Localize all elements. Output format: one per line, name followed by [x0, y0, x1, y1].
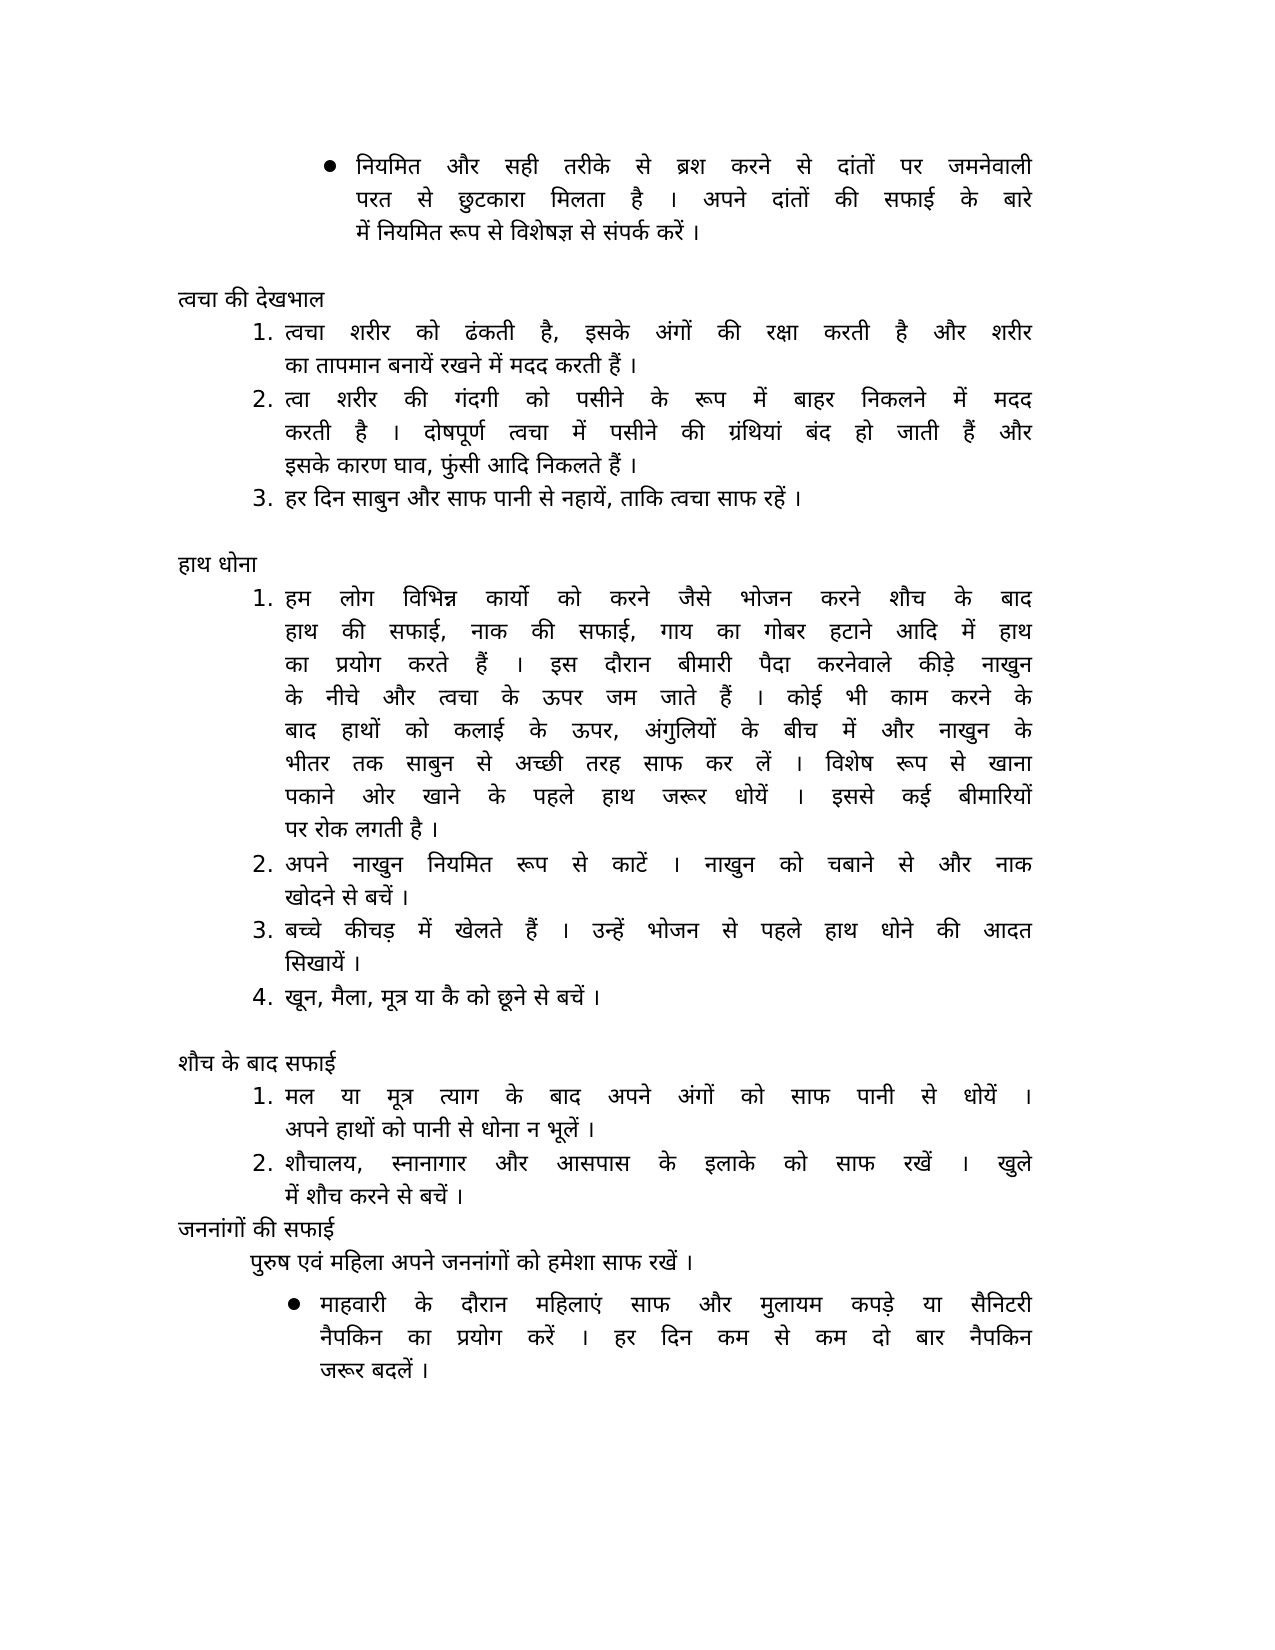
- list-item-line: का प्रयोग करते हैं । इस दौरान बीमारी पैदा करनेवाले कीड़े नाखुन: [285, 652, 1032, 678]
- section-paragraph: पुरुष एवं महिला अपने जननांगों को हमेशा साफ रखें ।: [250, 1250, 694, 1276]
- list-item-line: त्वचा शरीर को ढंकती है, इसके अंगों की रक्षा करती है और शरीर: [285, 320, 1032, 346]
- intro-bullet-line: परत से छुटकारा मिलता है । अपने दांतों की सफाई के बारे: [356, 187, 1032, 213]
- list-item-line: करती है । दोषपूर्ण त्वचा में पसीने की ग्रंथियां बंद हो जाती हैं और: [285, 420, 1032, 446]
- list-item-line: हाथ की सफाई, नाक की सफाई, गाय का गोबर हटाने आदि में हाथ: [285, 619, 1032, 645]
- list-item-line: बच्चे कीचड़ में खेलते हैं । उन्हें भोजन से पहले हाथ धोने की आदत: [285, 918, 1032, 944]
- list-item-line: सिखायें ।: [285, 951, 361, 977]
- section-heading: हाथ धोना: [178, 552, 258, 578]
- section-heading: त्वचा की देखभाल: [178, 287, 325, 313]
- list-item-line: खून, मैला, मूत्र या कै को छूने से बचें ।: [285, 985, 601, 1011]
- list-item-line: का तापमान बनायें रखने में मदद करती हैं ।: [285, 353, 637, 379]
- list-item-line: भीतर तक साबुन से अच्छी तरह साफ कर लें । विशेष रूप से खाना: [285, 751, 1032, 777]
- list-item-line: में शौच करने से बचें ।: [285, 1184, 464, 1210]
- list-item-line: पर रोक लगती है ।: [285, 817, 439, 843]
- list-item-line: इसके कारण घाव, फुंसी आदि निकलते हैं ।: [285, 453, 637, 479]
- list-number: 2.: [252, 387, 274, 413]
- list-item-line: शौचालय, स्नानागार और आसपास के इलाके को साफ रखें । खुले: [285, 1151, 1032, 1177]
- bullet-dot: [288, 1298, 300, 1310]
- list-number: 2.: [252, 852, 274, 878]
- list-item-line: त्वा शरीर की गंदगी को पसीने के रूप में बाहर निकलने में मदद: [285, 387, 1032, 413]
- list-number: 1.: [252, 320, 274, 346]
- list-item-line: खोदने से बचें ।: [285, 885, 409, 911]
- list-item-line: मल या मूत्र त्याग के बाद अपने अंगों को साफ पानी से धोयें ।: [285, 1084, 1032, 1110]
- list-number: 3.: [252, 486, 274, 512]
- bullet-line: नैपकिन का प्रयोग करें । हर दिन कम से कम दो बार नैपकिन: [320, 1325, 1032, 1351]
- list-number: 1.: [252, 1084, 274, 1110]
- intro-bullet-line: में नियमित रूप से विशेषज्ञ से संपर्क करें ।: [356, 220, 700, 246]
- section-heading: जननांगों की सफाई: [178, 1217, 335, 1243]
- list-item-line: अपने नाखुन नियमित रूप से काटें । नाखुन को चबाने से और नाक: [285, 852, 1032, 878]
- list-item-line: हर दिन साबुन और साफ पानी से नहायें, ताकि त्वचा साफ रहें ।: [285, 486, 802, 512]
- list-item-line: हम लोग विभिन्न कार्यो को करने जैसे भोजन करने शौच के बाद: [285, 586, 1032, 612]
- list-item-line: अपने हाथों को पानी से धोना न भूलें ।: [285, 1117, 595, 1143]
- list-item-line: पकाने ओर खाने के पहले हाथ जरूर धोयें । इससे कई बीमारियों: [285, 784, 1032, 810]
- bullet-line: माहवारी के दौरान महिलाएं साफ और मुलायम कपड़े या सैनिटरी: [320, 1292, 1032, 1318]
- list-item-line: के नीचे और त्वचा के ऊपर जम जाते हैं । कोई भी काम करने के: [285, 685, 1032, 711]
- list-number: 4.: [252, 985, 274, 1011]
- bullet-dot: [324, 160, 336, 172]
- section-heading: शौच के बाद सफाई: [178, 1051, 336, 1077]
- list-number: 2.: [252, 1151, 274, 1177]
- list-number: 1.: [252, 586, 274, 612]
- intro-bullet-line: नियमित और सही तरीके से ब्रश करने से दांतों पर जमनेवाली: [356, 154, 1032, 180]
- list-number: 3.: [252, 918, 274, 944]
- list-item-line: बाद हाथों को कलाई के ऊपर, अंगुलियों के बीच में और नाखुन के: [285, 718, 1032, 744]
- bullet-line: जरूर बदलें ।: [320, 1358, 429, 1384]
